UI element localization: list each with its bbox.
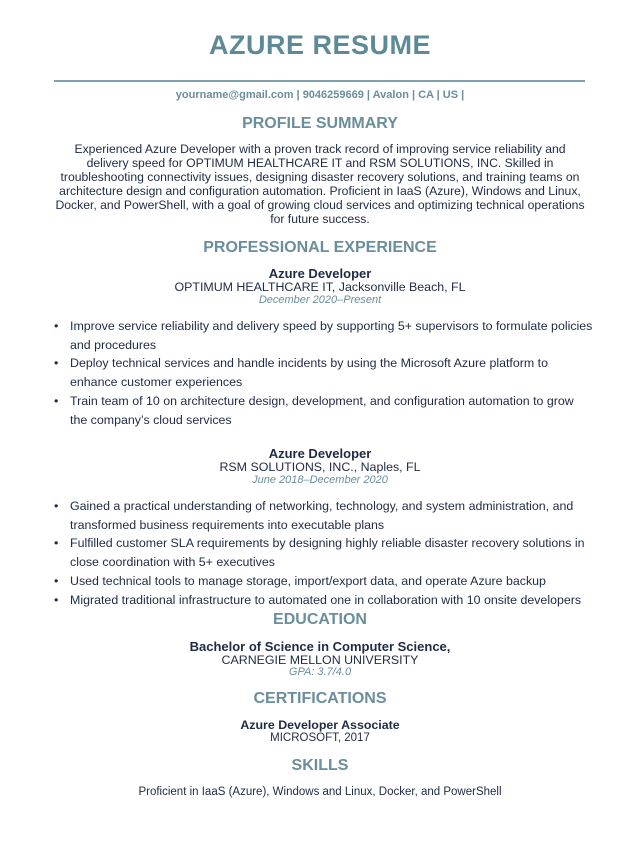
education-gpa: GPA: 3.7/4.0 — [288, 666, 352, 678]
certification-name: Azure Developer Associate — [240, 718, 400, 732]
list-item: • Migrated traditional infrastructure to automated one in collaboration with 10 onsite developers — [54, 591, 594, 610]
list-item: • Improve service reliability and delivery speed by supporting 5+ supervisors to formulate policies and procedures — [54, 317, 594, 354]
list-item: • Fulfilled customer SLA requirements by designing highly reliable disaster recovery solutions in close coordination with 5+ executives — [54, 534, 594, 571]
title-divider — [54, 80, 585, 82]
profile-summary-heading: PROFILE SUMMARY — [242, 115, 398, 132]
job-1-title: Azure Developer — [268, 266, 372, 281]
job-2-title: Azure Developer — [268, 446, 372, 461]
resume-title: AZURE RESUME — [208, 30, 431, 60]
list-item: • Gained a practical understanding of networking, technology, and system administration, and transformed business requirements into executable plans — [54, 497, 594, 534]
profile-summary-text: Experienced Azure Developer with a proven track record of improving service reliability and delivery speed for OPTIMUM HEALTHCARE IT and RSM SOLUTIONS, INC. Skilled in troubleshooting connectivity issues, designing disaster recovery solutions, and training teams on architecture design and configuration automation. Proficient in IaaS (Azure), Windows and Linux, Docker, and PowerShell, with a goal of growing cloud services and optimizing technical operations for future success. — [55, 142, 585, 226]
list-item: • Train team of 10 on architecture design, development, and configuration automation to grow the company’s cloud services — [54, 392, 594, 429]
job-1-bullets — [54, 317, 594, 429]
skills-text: Proficient in IaaS (Azure), Windows and Linux, Docker, and PowerShell — [138, 786, 502, 798]
education-heading: EDUCATION — [273, 611, 367, 628]
job-2-company: RSM SOLUTIONS, INC., Naples, FL — [219, 460, 421, 474]
job-1-dates: December 2020–Present — [258, 294, 382, 306]
list-item: • Deploy technical services and handle incidents by using the Microsoft Azure platform to enhance customer experiences — [54, 354, 594, 391]
contact-line: yourname@gmail.com | 9046259669 | Avalon | CA | US | — [175, 89, 465, 101]
job-1-company: OPTIMUM HEALTHCARE IT, Jacksonville Beach, FL — [174, 280, 466, 294]
job-2-bullets — [54, 497, 594, 609]
experience-heading: PROFESSIONAL EXPERIENCE — [203, 239, 437, 256]
education-degree: Bachelor of Science in Computer Science, — [189, 639, 451, 654]
certification-issuer: MICROSOFT, 2017 — [270, 732, 370, 744]
job-2-dates: June 2018–December 2020 — [252, 474, 388, 486]
list-item: • Used technical tools to manage storage, import/export data, and operate Azure backup — [54, 572, 594, 591]
skills-heading: SKILLS — [291, 757, 349, 774]
education-school: CARNEGIE MELLON UNIVERSITY — [221, 653, 419, 667]
certifications-heading: CERTIFICATIONS — [253, 690, 387, 707]
